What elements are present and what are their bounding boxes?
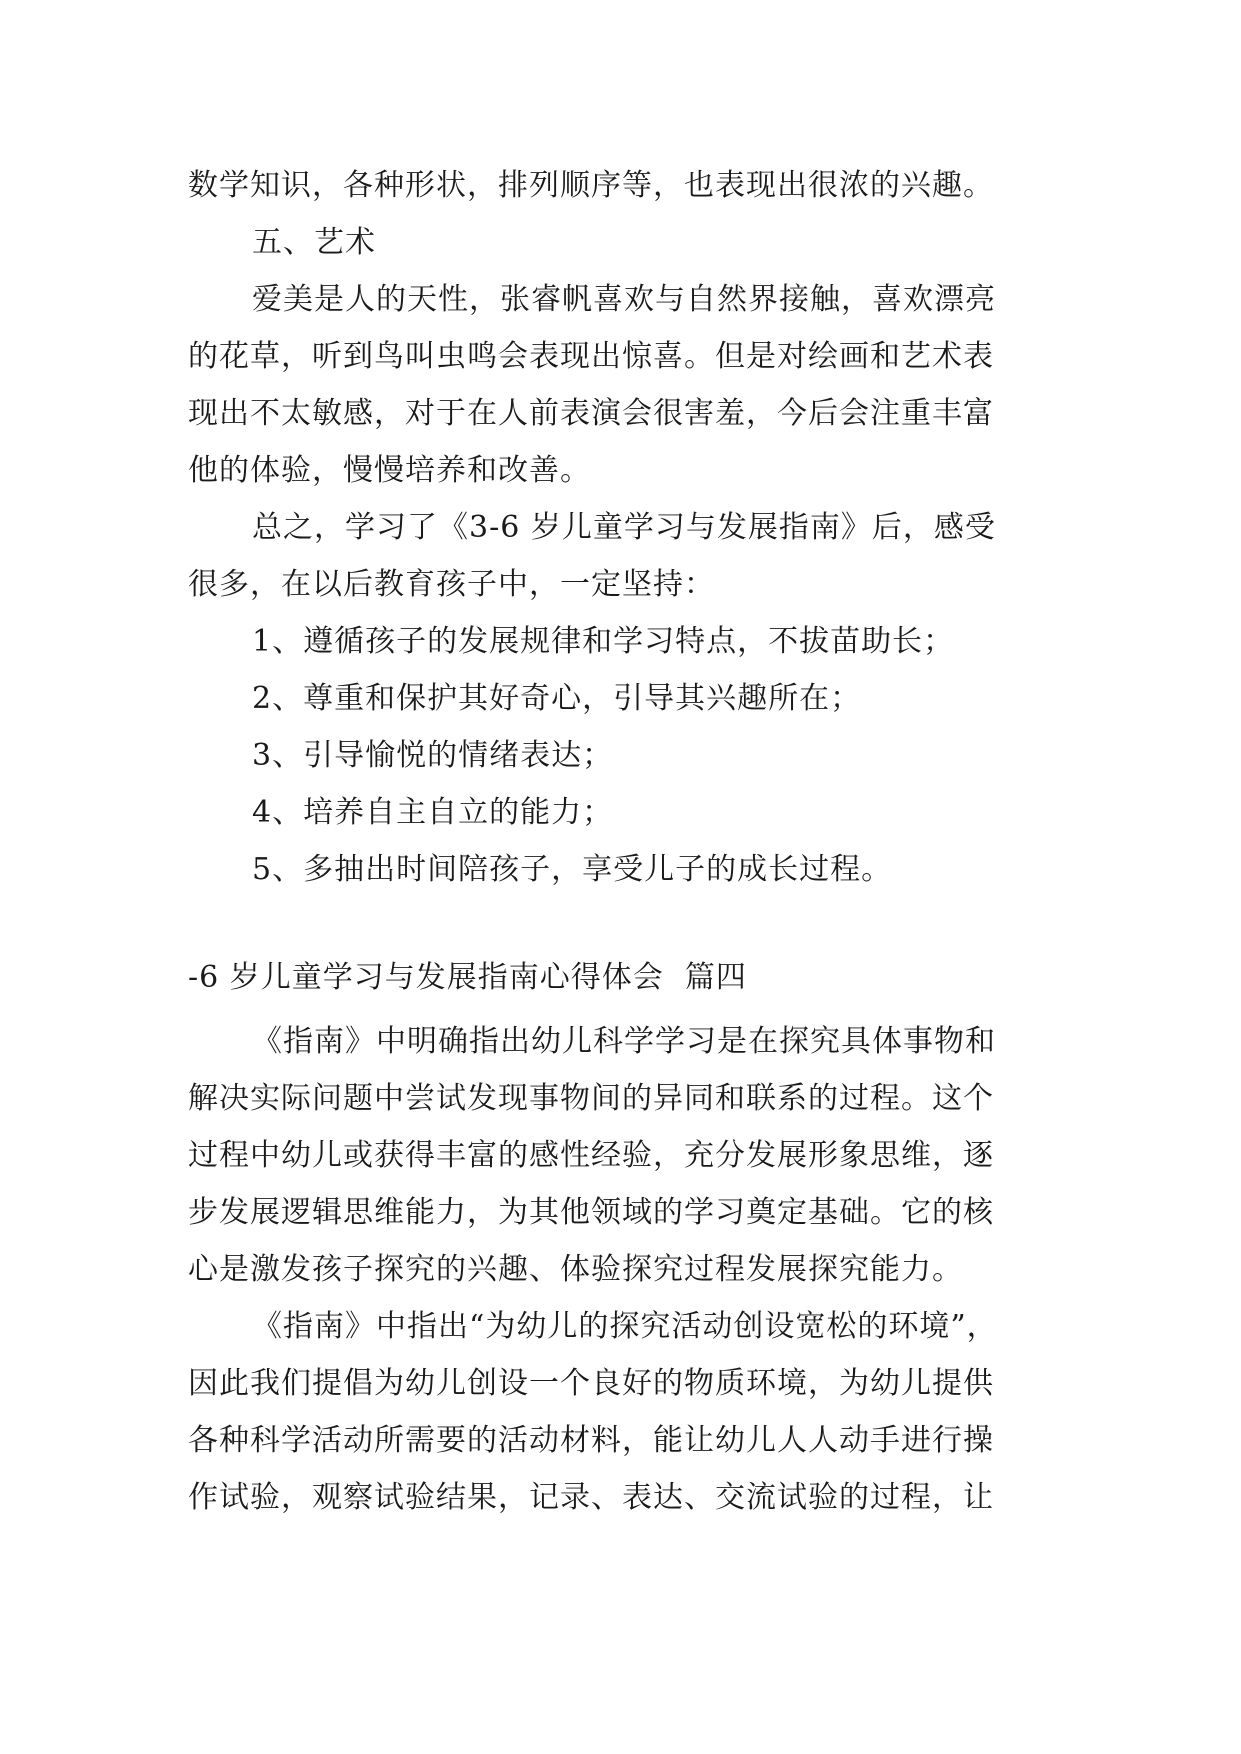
text-line: 爱美是人的天性，张睿帆喜欢与自然界接触，喜欢漂亮 [252, 282, 996, 317]
text-line: 很多，在以后教育孩子中，一定坚持： [188, 567, 715, 602]
text-line: 各种科学活动所需要的活动材料，能让幼儿人人动手进行操 [188, 1423, 994, 1458]
text-line: 总之，学习了《3-6 岁儿童学习与发展指南》后，感受 [252, 510, 996, 545]
text-line: 《指南》中明确指出幼儿科学学习是在探究具体事物和 [252, 1024, 996, 1059]
text-line: 的花草，听到鸟叫虫鸣会表现出惊喜。但是对绘画和艺术表 [188, 339, 994, 374]
list-item: 4、培养自主自立的能力； [252, 795, 614, 830]
text-line: 心是激发孩子探究的兴趣、体验探究过程发展探究能力。 [188, 1252, 963, 1287]
text-line: 数学知识，各种形状，排列顺序等，也表现出很浓的兴趣。 [188, 168, 994, 203]
list-item: 5、多抽出时间陪孩子，享受儿子的成长过程。 [252, 852, 893, 887]
text-line: 《指南》中指出“为幼儿的探究活动创设宽松的环境”， [252, 1309, 998, 1344]
text-line: 作试验，观察试验结果，记录、表达、交流试验的过程，让 [188, 1480, 994, 1515]
text-line: 因此我们提倡为幼儿创设一个良好的物质环境，为幼儿提供 [188, 1366, 994, 1401]
text-line: 他的体验，慢慢培养和改善。 [188, 453, 591, 488]
text-line: 过程中幼儿或获得丰富的感性经验，充分发展形象思维，逐 [188, 1138, 994, 1173]
text-line: 现出不太敏感，对于在人前表演会很害羞，今后会注重丰富 [188, 396, 994, 431]
list-item: 2、尊重和保护其好奇心，引导其兴趣所在； [252, 681, 862, 716]
section-heading: 五、艺术 [252, 225, 376, 260]
list-item: 3、引导愉悦的情绪表达； [252, 738, 614, 773]
text-line: 解决实际问题中尝试发现事物间的异同和联系的过程。这个 [188, 1081, 994, 1116]
text-line: 步发展逻辑思维能力，为其他领域的学习奠定基础。它的核 [188, 1195, 994, 1230]
list-item: 1、遵循孩子的发展规律和学习特点，不拔苗助长； [252, 624, 955, 659]
section-title: -6 岁儿童学习与发展指南心得体会 篇四 [188, 960, 747, 995]
